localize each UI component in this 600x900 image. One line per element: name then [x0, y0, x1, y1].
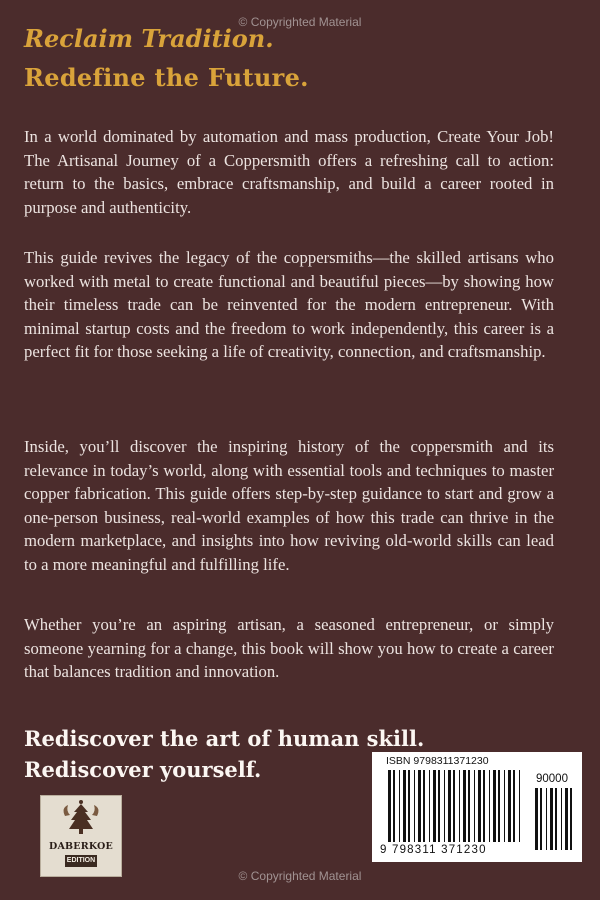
copyright-watermark-top: © Copyrighted Material — [238, 15, 362, 29]
publisher-edition-label: EDITION — [65, 855, 97, 867]
isbn-barcode — [372, 752, 582, 862]
headline-line-2: Redefine the Future. — [24, 63, 309, 92]
price-code: 90000 — [536, 773, 568, 785]
publisher-name: DABERKOE — [49, 841, 113, 852]
ean-digits: 9 798311 371230 — [380, 844, 487, 856]
publisher-logo — [40, 795, 122, 877]
tagline-line-2: Rediscover yourself. — [24, 757, 262, 782]
paragraph-inside: Inside, you’ll discover the inspiring history of the coppersmith and its relevance in today’s world, along with essential tools and techniques to master copper fabrication. This guide offers step-by-step guidance to start and grow a one-person business, real-world examples of how this trade can thrive in the modern marketplace, and insights into how reviving old-world skills can lead to a more meaningful and fulfilling life. — [24, 437, 554, 574]
tagline-line-1: Rediscover the art of human skill. — [24, 726, 425, 751]
isbn-label: ISBN 9798311371230 — [386, 755, 489, 767]
copyright-watermark-bottom: © Copyrighted Material — [238, 869, 362, 883]
paragraph-whether: Whether you’re an aspiring artisan, a seasoned entrepreneur, or simply someone yearning for a change, this book will show you how to create a career that balances tradition and innovation. — [24, 615, 554, 682]
headline-line-1: Reclaim Tradition. — [24, 24, 274, 53]
paragraph-legacy: This guide revives the legacy of the coppersmiths—the skilled artisans who worked with metal to create functional and beautiful pieces—by showing how their timeless trade can be reinvented for the modern entrepreneur. With minimal startup costs and the freedom to work independently, this career is a perfect fit for those seeking a life of creativity, connection, and craftsmanship. — [24, 248, 554, 362]
paragraph-intro: In a world dominated by automation and mass production, Create Your Job! The Artisanal Journey of a Coppersmith offers a refreshing call to action: return to the basics, embrace craftsmanship, and build a career rooted in purpose and authenticity. — [24, 127, 554, 217]
publisher-emblem-icon — [41, 796, 121, 840]
